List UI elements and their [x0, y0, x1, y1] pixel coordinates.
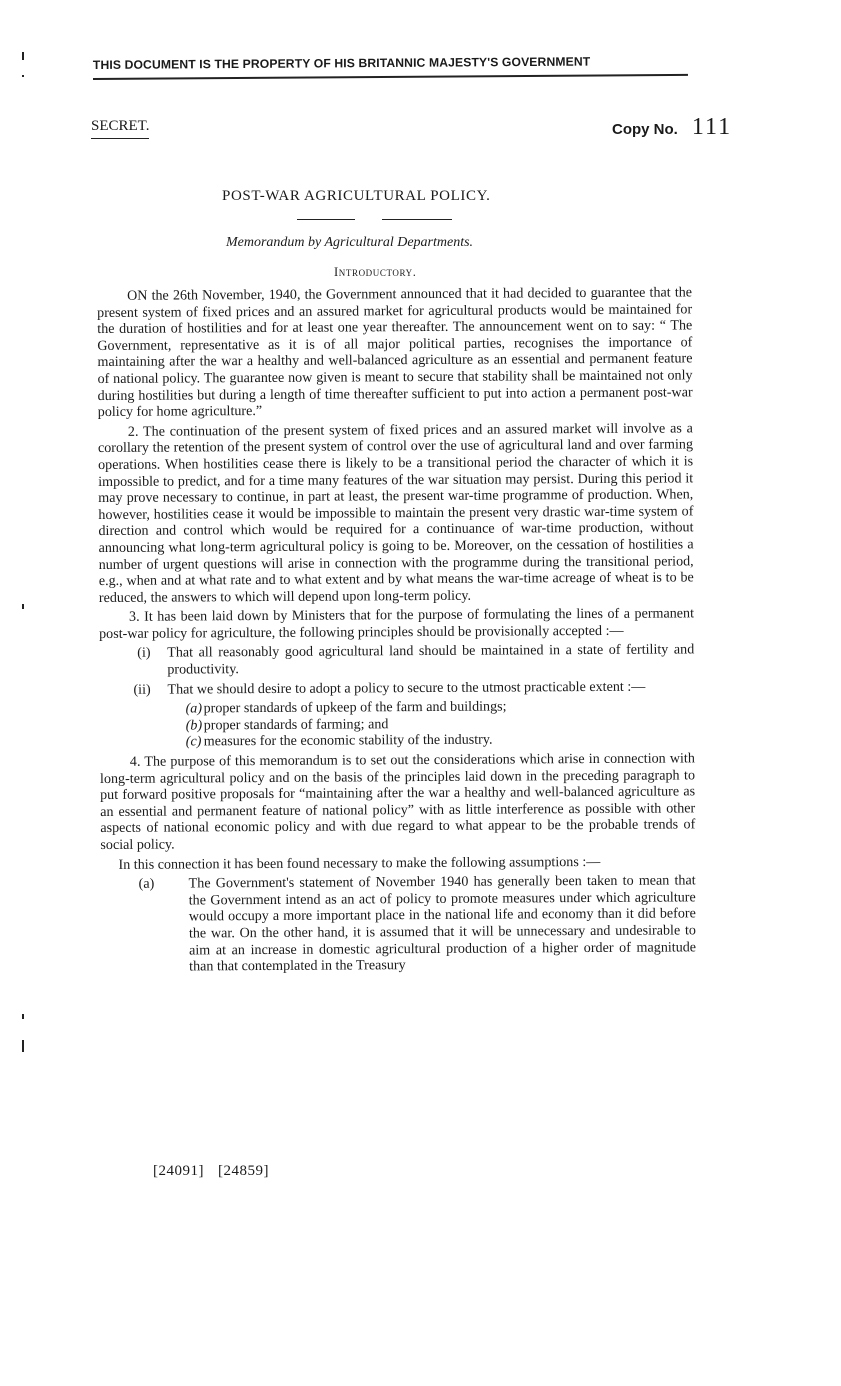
sub-principle-label: (a): [185, 700, 203, 717]
paragraph-4: 4. The purpose of this memorandum is to set out the considerations which arise in connection with long-term agricultural policy and on the basis of the principles laid down in the preceding paragraph to put forward positive proposals for “maintaining after the war a healthy and well-balanced agriculture as an essential and permanent feature of national policy” with as little interference as possible with other aspects of national economic policy and with due regard to what appear to be the probable trends of social policy.: [99, 750, 696, 853]
title-rule: [382, 219, 452, 220]
sub-principle-label: (c): [185, 733, 202, 750]
reference-number: [24091]: [153, 1163, 204, 1179]
reference-number: [24859]: [218, 1163, 269, 1179]
margin-mark: [22, 75, 24, 77]
property-notice: THIS DOCUMENT IS THE PROPERTY OF HIS BRITANNIC MAJESTY'S GOVERNMENT: [93, 54, 688, 80]
principle-text: That we should desire to adopt a policy to secure to the utmost practicable extent :—: [167, 678, 646, 698]
margin-mark: [22, 52, 24, 60]
assumption-item: [101, 873, 697, 976]
copy-number-block: [612, 114, 732, 141]
sub-principle-text: proper standards of upkeep of the farm and buildings;: [203, 698, 507, 717]
sub-principle-text: measures for the economic stability of the industry.: [203, 732, 493, 750]
document-subtitle: Memorandum by Agricultural Departments.: [226, 235, 474, 250]
sub-principle-text: proper standards of farming; and: [203, 716, 389, 734]
paragraph-1: ON the 26th November, 1940, the Government announced that it had decided to guarantee that the present system of fixed prices and an assured market for agricultural products would be maintained for the duration of hostilities and for at least one year thereafter. The announcement went on to say: “ The Government, representative as it is of all major political parties, recognises the importance of maintaining after the war a healthy and well-balanced agriculture as an essential and permanent feature of national policy. The guarantee now given is meant to secure that stability shall be maintained not only during hostilities but during a length of time thereafter sufficient to put into action a permanent post-war policy for home agriculture.”: [97, 284, 693, 421]
margin-mark: [22, 604, 24, 609]
margin-mark: [22, 1040, 24, 1052]
title-rule: [297, 219, 355, 220]
paragraph-5: In this connection it has been found necessary to make the following assumptions :—: [118, 853, 601, 873]
document-body: [97, 284, 696, 975]
assumption-label: (a): [138, 875, 155, 892]
sub-principle-label: (b): [185, 717, 203, 734]
assumption-text: The Government's statement of November 1940 has generally been taken to mean that the Government intend as an act of policy to promote measures under which agriculture would occupy a more important place in the national life and economy than it did before the war. On the other hand, it is assumed that it will be unnecessary and undesirable to aim at an increase in domestic agricultural production of a higher order of magnitude than that contemplated in the Treasury: [188, 872, 697, 975]
document-references: [153, 1163, 283, 1180]
margin-mark: [22, 1014, 24, 1019]
sub-principle-item: [100, 731, 695, 751]
principle-text: That all reasonably good agricultural land should be maintained in a state of fertility and productivity.: [167, 641, 695, 678]
copy-number: 111: [691, 114, 733, 140]
paragraph-3: 3. It has been laid down by Ministers that for the purpose of formulating the lines of a permanent post-war policy for agriculture, the following principles should be provisionally accepted :—: [99, 605, 695, 642]
principle-label: (ii): [133, 681, 151, 698]
copy-label: Copy No.: [612, 121, 678, 138]
principle-item: [99, 678, 694, 698]
document-title: POST-WAR AGRICULTURAL POLICY.: [222, 188, 491, 204]
paragraph-2: 2. The continuation of the present system of fixed prices and an assured market will involve as a corollary the retention of the present system of control over the use of agricultural land and over farming operations. When hostilities cease there is likely to be a transitional period the character of which it is impossible to predict, and for a time many features of the war situation may persist. During this period it may prove necessary to continue, in part at least, the present war-time programme of production. When, however, hostilities cease it would be impossible to maintain the present very drastic war-time system of direction and control which would be required for a continuance of war-time production, without announcing what long-term agricultural policy is going to be. Moreover, on the cessation of hostilities a number of urgent questions will arise in connection with the programme during the transitional period, e.g., when and at what rate and to what extent and by what means the war-time acreage of wheat is to be reduced, the answers to which will depend upon long-term policy.: [97, 420, 694, 606]
principle-item: [99, 642, 694, 679]
classification-label: SECRET.: [91, 118, 149, 139]
section-heading: Introductory.: [334, 265, 417, 279]
principle-label: (i): [137, 645, 151, 662]
